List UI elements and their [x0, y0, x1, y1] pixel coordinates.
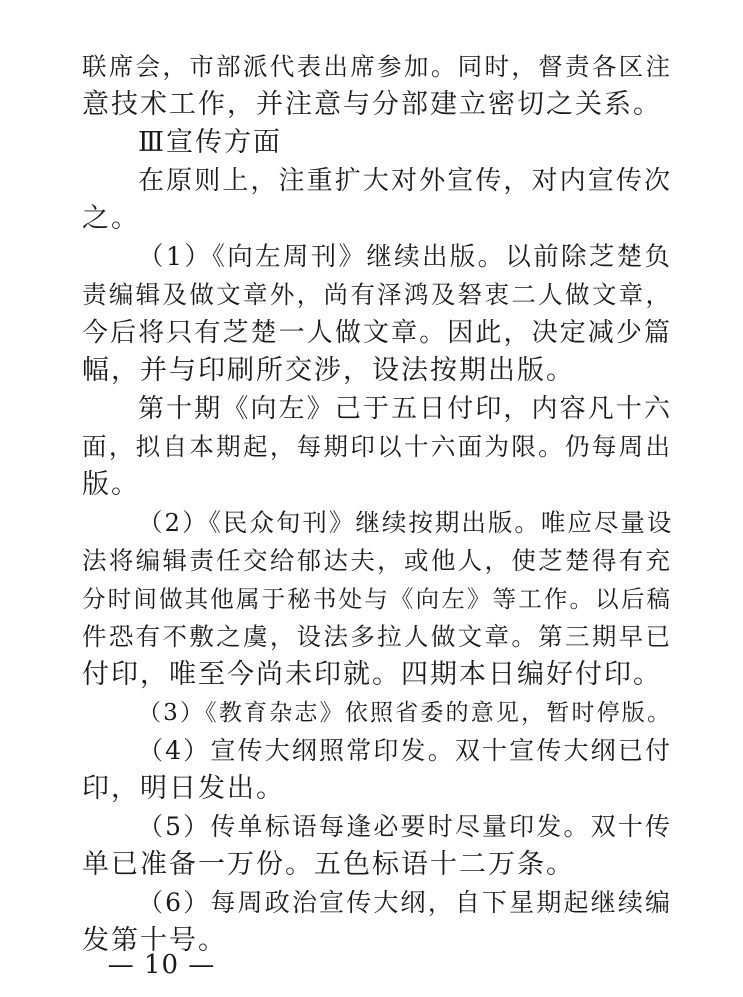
- text-line: 第十期《向左》己于五日付印，内容凡十六: [138, 394, 672, 424]
- text-line: （6）每周政治宣传大纲，自下星期起继续编: [138, 888, 672, 917]
- text-line: 之。: [82, 203, 140, 234]
- section-heading: Ⅲ宣传方面: [138, 127, 283, 158]
- page-number-text: — 10 —: [107, 950, 216, 980]
- page-number: [0, 950, 743, 980]
- text-line: 印，明日发出。: [82, 773, 285, 804]
- text-line: 意技术工作，并注意与分部建立密切之关系。: [82, 89, 662, 120]
- text-line: 今后将只有芝楚一人做文章。因此，决定减少篇: [82, 318, 672, 348]
- text-line: 发第十号。: [82, 925, 227, 956]
- text-line: 件恐有不敷之虞，设法多拉人做文章。第三期早已: [82, 622, 672, 651]
- text-line: 单已准备一万份。五色标语十二万条。: [82, 849, 575, 880]
- text-line: 联席会，市部派代表出席参加。同时，督责各区注: [82, 52, 672, 81]
- text-line: 分时间做其他属于秘书处与《向左》等工作。以后稿: [82, 585, 672, 613]
- text-line: （1）《向左周刊》继续出版。以前除芝楚负: [138, 242, 672, 272]
- text-line: （2）《民众旬刊》继续按期出版。唯应尽量设: [138, 508, 674, 537]
- text-line: （3）《教育杂志》依照省委的意见，暂时停版。: [138, 700, 672, 726]
- text-line: 面，拟自本期起，每期印以十六面为限。仍每周出: [82, 432, 672, 461]
- text-line: （5）传单标语每逢必要时尽量印发。双十传: [138, 812, 672, 841]
- text-line: 责编辑及做文章外，尚有泽鸿及砮衷二人做文章，: [82, 280, 672, 309]
- text-line: （4）宣传大纲照常印发。双十宣传大纲已付: [138, 736, 672, 765]
- text-line: 付印，唯至今尚未印就。四期本日编好付印。: [82, 659, 662, 690]
- text-line: 幅，并与印刷所交涉，设法按期出版。: [82, 355, 575, 386]
- text-line: 法将编辑责任交给郁达夫，或他人，使芝楚得有充: [82, 546, 672, 575]
- text-line: 版。: [82, 469, 140, 500]
- text-line: 在原则上，注重扩大对外宣传，对内宣传次: [138, 166, 672, 196]
